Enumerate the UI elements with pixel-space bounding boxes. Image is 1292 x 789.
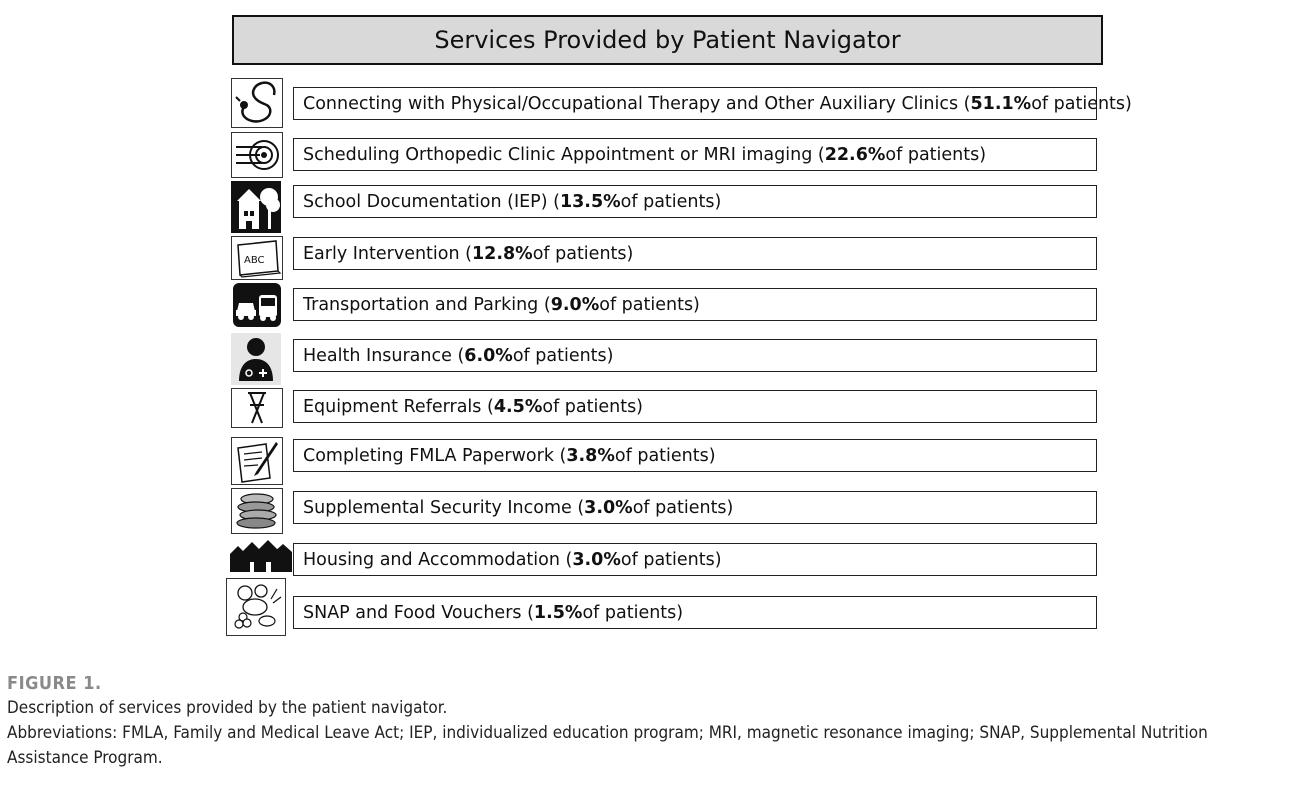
service-label: SNAP and Food Vouchers ( 1.5% of patients) (293, 596, 1097, 629)
paperwork-pen-icon (231, 437, 283, 485)
coin-stack-icon (231, 488, 283, 534)
school-icon (231, 181, 281, 233)
diagram-title: Services Provided by Patient Navigator (232, 15, 1103, 65)
houses-icon (230, 538, 292, 574)
service-label: Connecting with Physical/Occupational Therapy and Other Auxiliary Clinics ( 51.1% of patients) (293, 87, 1097, 120)
mri-scanner-icon (231, 132, 283, 178)
service-label: Completing FMLA Paperwork ( 3.8% of patients) (293, 439, 1097, 472)
caption-description: Description of services provided by the patient navigator. (7, 698, 448, 718)
service-label: School Documentation (IEP) ( 13.5% of patients) (293, 185, 1097, 218)
service-label: Health Insurance ( 6.0% of patients) (293, 339, 1097, 372)
service-label: Scheduling Orthopedic Clinic Appointment or MRI imaging ( 22.6% of patients) (293, 138, 1097, 171)
food-basket-icon (226, 578, 286, 636)
svg-text:ABC: ABC (244, 255, 265, 266)
crutches-icon (231, 388, 283, 428)
figure-label: FIGURE 1. (7, 673, 102, 694)
stethoscope-icon (231, 78, 283, 128)
doctor-icon (231, 333, 281, 385)
service-label: Equipment Referrals ( 4.5% of patients) (293, 390, 1097, 423)
service-label: Transportation and Parking ( 9.0% of patients) (293, 288, 1097, 321)
service-label: Early Intervention ( 12.8% of patients) (293, 237, 1097, 270)
service-label: Housing and Accommodation ( 3.0% of patients) (293, 543, 1097, 576)
car-bus-icon (233, 283, 281, 327)
abc-book-icon (231, 236, 283, 280)
figure-caption (7, 671, 1287, 771)
caption-abbreviations: Abbreviations: FMLA, Family and Medical Leave Act; IEP, individualized education program; MRI, magnetic resonance imaging; SNAP, Supplemental Nutrition Assistance Program. (7, 723, 1208, 768)
service-label: Supplemental Security Income ( 3.0% of patients) (293, 491, 1097, 524)
